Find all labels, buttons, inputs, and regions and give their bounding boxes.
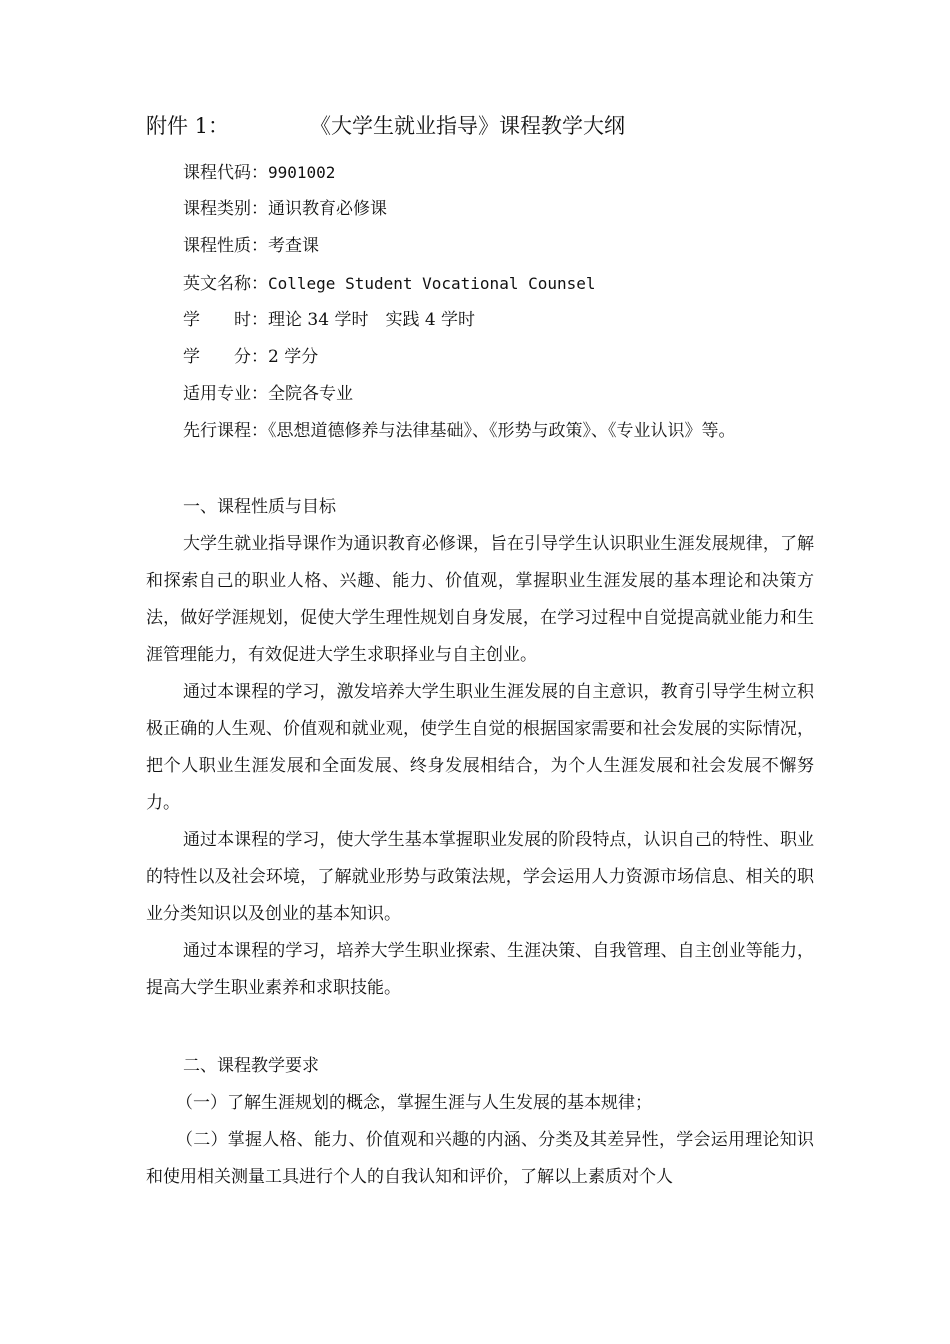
paragraph-1: 大学生就业指导课作为通识教育必修课，旨在引导学生认识职业生涯发展规律，了解和探索自己的职业人格、兴趣、能力、价值观，掌握职业生涯发展的基本理论和决策方法，做好学涯规划，促使大学生理性规划自身发展，在学习过程中自觉提高就业能力和生涯管理能力，有效促进大学生求职择业与自主创业。 <box>146 534 814 665</box>
english-name-label: 英文名称： <box>183 274 268 294</box>
attachment-label: 附件 1： <box>146 114 230 138</box>
requirement-item-2: （二）掌握人格、能力、价值观和兴趣的内涵、分类及其差异性，学会运用理论知识和使用相关测量工具进行个人的自我认知和评价，了解以上素质对个人 <box>146 1130 814 1187</box>
course-credits: 学 分：2 学分 <box>183 347 319 367</box>
course-hours: 学 时：理论 34 学时 实践 4 学时 <box>183 310 476 330</box>
document-header <box>146 108 846 144</box>
course-category: 课程类别：通识教育必修课 <box>183 199 387 219</box>
course-code-label: 课程代码： <box>183 163 268 183</box>
applicable-majors: 适用专业：全院各专业 <box>183 384 353 404</box>
paragraph-3: 通过本课程的学习，使大学生基本掌握职业发展的阶段特点，认识自己的特性、职业的特性以及社会环境，了解就业形势与政策法规，学会运用人力资源市场信息、相关的职业分类知识以及创业的基本知识。 <box>146 830 814 924</box>
section-heading-2: 二、课程教学要求 <box>183 1056 319 1076</box>
course-code <box>183 154 335 191</box>
course-nature: 课程性质：考查课 <box>183 236 319 256</box>
paragraph-2: 通过本课程的学习，激发培养大学生职业生涯发展的自主意识，教育引导学生树立积极正确的人生观、价值观和就业观，使学生自觉的根据国家需要和社会发展的实际情况，把个人职业生涯发展和全面发展、终身发展相结合，为个人生涯发展和社会发展不懈努力。 <box>146 682 814 813</box>
english-name-value: College Student Vocational Counsel <box>268 274 596 293</box>
prerequisite-courses: 先行课程：《思想道德修养与法律基础》、《形势与政策》、《专业认识》等。 <box>183 421 736 441</box>
requirement-item-1: （一）了解生涯规划的概念，掌握生涯与人生发展的基本规律； <box>176 1093 652 1113</box>
document-title: 《大学生就业指导》课程教学大纲 <box>310 114 625 138</box>
english-name <box>183 265 596 302</box>
course-code-value: 9901002 <box>268 163 336 182</box>
section-heading-1: 一、课程性质与目标 <box>183 497 336 517</box>
paragraph-4: 通过本课程的学习，培养大学生职业探索、生涯决策、自我管理、自主创业等能力，提高大学生职业素养和求职技能。 <box>146 941 814 998</box>
